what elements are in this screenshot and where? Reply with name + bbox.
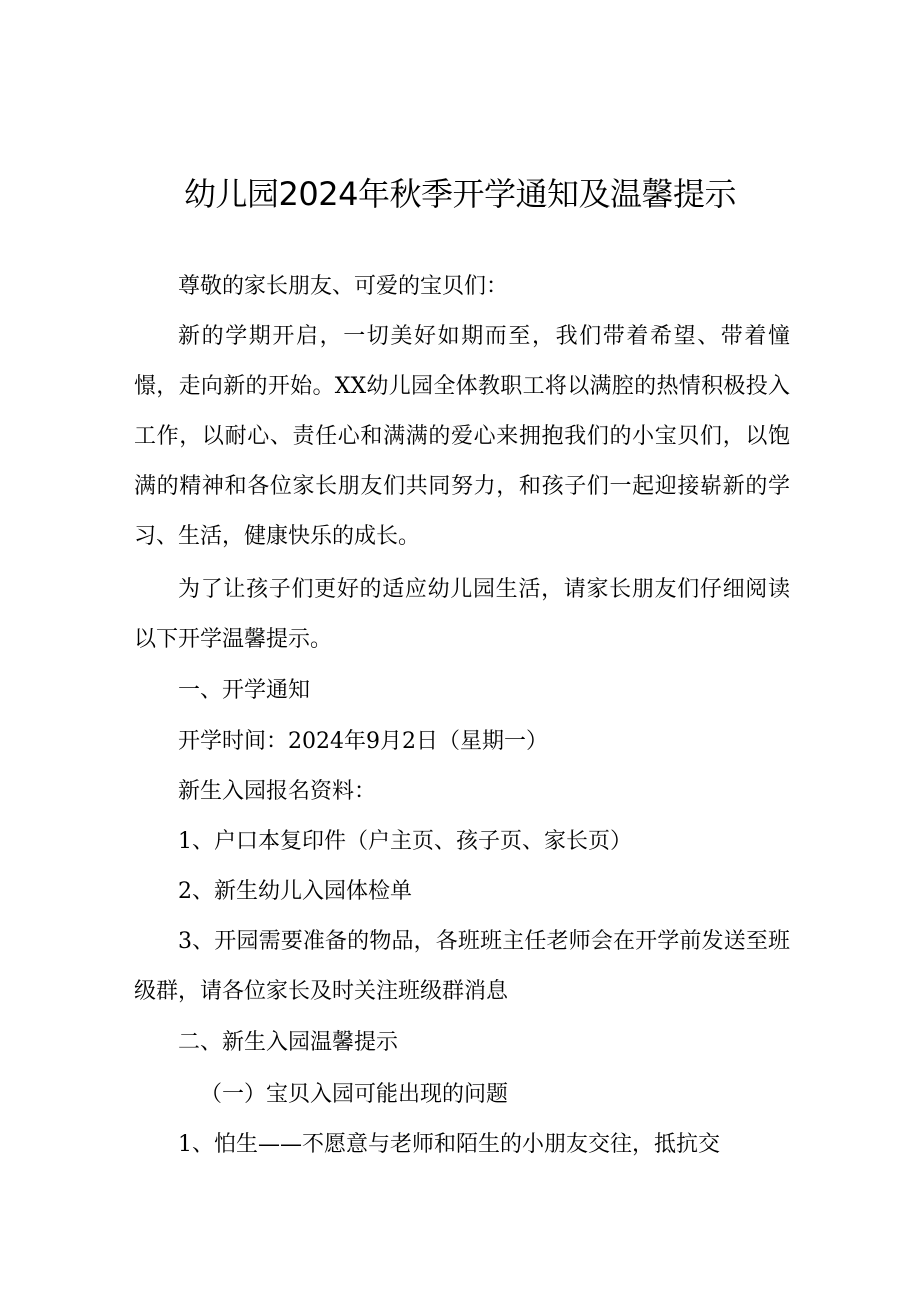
materials-label: 新生入园报名资料：: [178, 779, 377, 804]
subsection-heading-problems: （一）宝贝入园可能出现的问题: [200, 1082, 509, 1107]
section-heading-tips: 二、新生入园温馨提示: [178, 1030, 399, 1055]
section-heading-notice: 一、开学通知: [178, 678, 311, 703]
list-item-household-register: 1、户口本复印件（户主页、孩子页、家长页）: [178, 829, 632, 854]
list-item-health-check: 2、新生幼儿入园体检单: [178, 879, 412, 904]
greeting-paragraph: 尊敬的家长朋友、可爱的宝贝们：: [178, 274, 509, 299]
list-item-supplies: 3、开园需要准备的物品，各班班主任老师会在开学前发送至班级群，请各位家长及时关注班级群消息: [134, 929, 790, 1004]
purpose-paragraph: 为了让孩子们更好的适应幼儿园生活，请家长朋友们仔细阅读以下开学温馨提示。: [134, 577, 790, 652]
start-time-line: 开学时间：2024年9月2日（星期一）: [178, 729, 548, 754]
intro-paragraph: 新的学期开启，一切美好如期而至，我们带着希望、带着憧憬，走向新的开始。XX幼儿园全体教职工将以满腔的热情积极投入工作，以耐心、责任心和满满的爱心来拥抱我们的小宝贝们，以饱满的精神和各位家长朋友们共同努力，和孩子们一起迎接崭新的学习、生活，健康快乐的成长。: [134, 324, 790, 549]
document-body: [134, 262, 790, 1170]
document-title: 幼儿园2024年秋季开学通知及温馨提示: [184, 175, 736, 213]
problem-item-shyness: 1、怕生——不愿意与老师和陌生的小朋友交往，抵抗交: [178, 1132, 720, 1157]
